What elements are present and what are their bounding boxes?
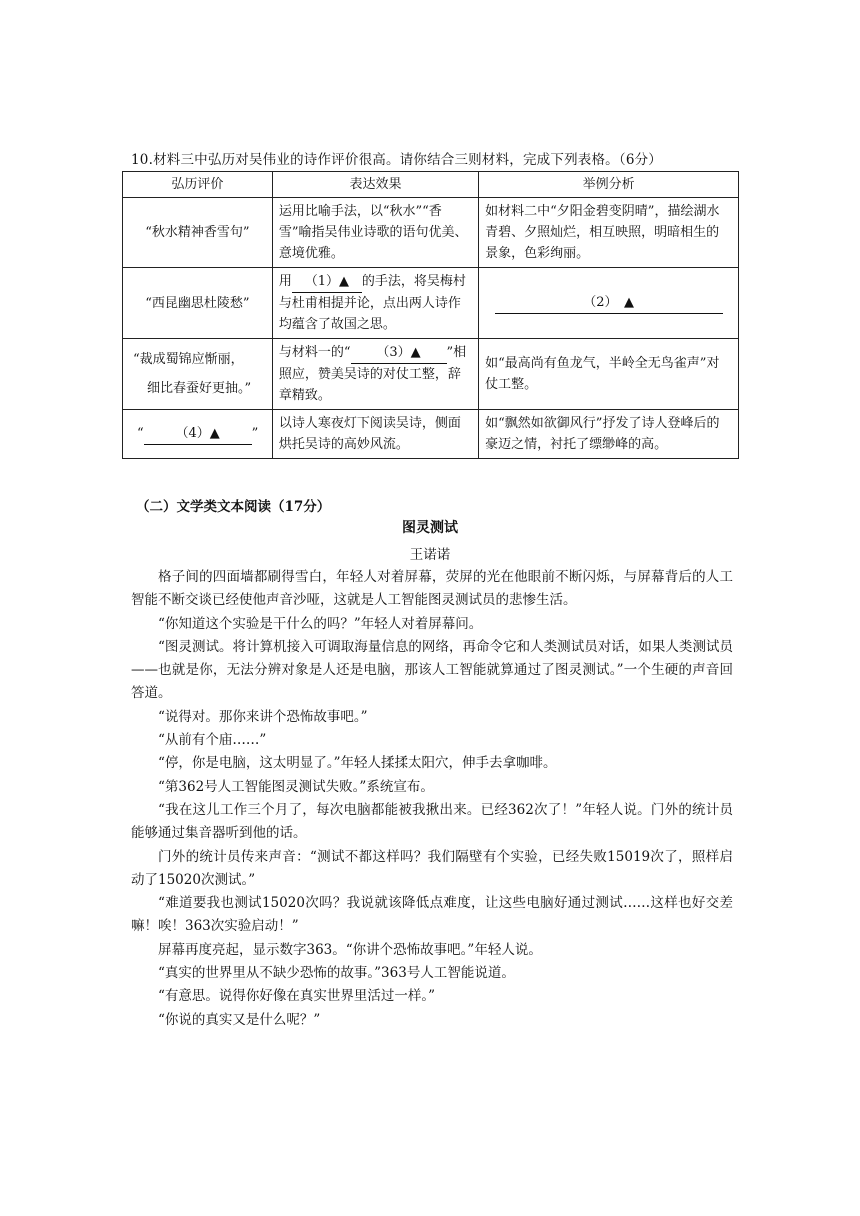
effect-cell	[272, 268, 478, 339]
effect-prefix: 与材料一的“	[278, 345, 351, 360]
example-cell: 如材料二中“夕阳金碧变阴晴”，描绘湖水青碧、夕照灿烂，相互映照，明暗相生的景象，色彩绚丽。	[479, 198, 739, 268]
section-heading: （二）文学类文本阅读（17分）	[136, 499, 331, 515]
example-cell	[479, 268, 739, 339]
analysis-table	[122, 171, 739, 459]
eval-close-quote: ”	[251, 426, 259, 441]
eval-open-quote: “	[137, 426, 144, 441]
table-header-row	[123, 172, 739, 198]
paragraph: “停，你是电脑，这太明显了。”年轻人揉揉太阳穴，伸手去拿咖啡。	[158, 755, 557, 772]
eval-cell: “西昆幽思杜陵愁”	[123, 268, 273, 339]
table-row	[123, 410, 739, 459]
effect-suffix: ”相照应，赞美吴诗的对仗工整，辞章精致。	[278, 345, 467, 403]
paragraph: 门外的统计员传来声音：“测试不都这样吗？我们隔壁有个实验，已经失败15019次了，照样启动了15020次测试。”	[131, 848, 733, 888]
eval-cell	[123, 339, 273, 410]
paragraph: “我在这儿工作三个月了，每次电脑都能被我揪出来。已经362次了！”年轻人说。门外的统计员能够通过集音器听到他的话。	[131, 801, 733, 842]
effect-cell: 运用比喻手法，以“秋水”“香雪”喻指吴伟业诗歌的语句优美、意境优雅。	[272, 198, 478, 268]
eval-line-2: 细比春蚕好更抽。”	[147, 381, 252, 396]
answer-blank-3: （3）▲	[351, 342, 447, 364]
paragraph: “你说的真实又是什么呢？”	[158, 1011, 321, 1028]
paragraph: 屏幕再度亮起，显示数字363。“你讲个恐怖故事吧。”年轻人说。	[158, 941, 542, 958]
eval-line-1: “裁成蜀锦应惭丽，	[133, 352, 244, 367]
paragraph: “有意思。说得你好像在真实世界里活过一样。”	[158, 988, 436, 1005]
paragraph: “从前有个庙……”	[158, 732, 267, 749]
table-row	[123, 268, 739, 339]
paragraph: “难道要我也测试15020次吗？我说就该降低点难度，让这些电脑好通过测试……这样也好交差嘛！唉！363次实验启动！”	[131, 895, 733, 935]
table-row	[123, 339, 739, 410]
example-cell: 如“飘然如欲御风行”抒发了诗人登峰后的豪迈之情，衬托了缥缈峰的高。	[479, 410, 739, 459]
answer-blank-1: （1）▲	[292, 271, 362, 293]
effect-cell: 以诗人寒夜灯下阅读吴诗，侧面烘托吴诗的高妙风流。	[272, 410, 478, 459]
paragraph: “你知道这个实验是干什么的吗？”年轻人对着屏幕问。	[158, 615, 483, 632]
paragraph: “真实的世界里从不缺少恐怖的故事。”363号人工智能说道。	[158, 965, 515, 982]
story-body	[131, 566, 733, 1032]
story-title: 图灵测试	[402, 520, 458, 536]
effect-suffix: 的手法，将吴梅村与杜甫相提并论，点出两人诗作均蕴含了故国之思。	[278, 274, 466, 332]
header-example: 举例分析	[479, 172, 739, 198]
header-effect: 表达效果	[272, 172, 478, 198]
paragraph: “第362号人工智能图灵测试失败。”系统宣布。	[158, 778, 434, 795]
paragraph: “图灵测试。将计算机接入可调取海量信息的网络，再命令它和人类测试员对话，如果人类测试员——也就是你，无法分辨对象是人还是电脑，那该人工智能就算通过了图灵测试。”一个生硬的声音回答道。	[131, 638, 733, 702]
eval-cell	[123, 410, 273, 459]
answer-blank-2: （2） ▲	[495, 292, 723, 314]
story-author: 王诺诺	[409, 547, 451, 563]
example-cell: 如“最高尚有鱼龙气，半岭全无鸟雀声”对仗工整。	[479, 339, 739, 410]
question-10: 10.材料三中弘历对吴伟业的诗作评价很高。请你结合三则材料，完成下列表格。（6分）	[131, 152, 663, 168]
table-row	[123, 198, 739, 268]
effect-prefix: 用	[278, 274, 292, 289]
effect-cell	[272, 339, 478, 410]
eval-cell: “秋水精神香雪句”	[123, 198, 273, 268]
paragraph: 格子间的四面墙都刷得雪白，年轻人对着屏幕，荧屏的光在他眼前不断闪烁，与屏幕背后的人工智能不断交谈已经使他声音沙哑，这就是人工智能图灵测试员的悲惨生活。	[131, 569, 733, 609]
paragraph: “说得对。那你来讲个恐怖故事吧。”	[158, 708, 368, 725]
header-evaluation: 弘历评价	[123, 172, 273, 198]
answer-blank-4: （4）▲	[144, 423, 252, 445]
